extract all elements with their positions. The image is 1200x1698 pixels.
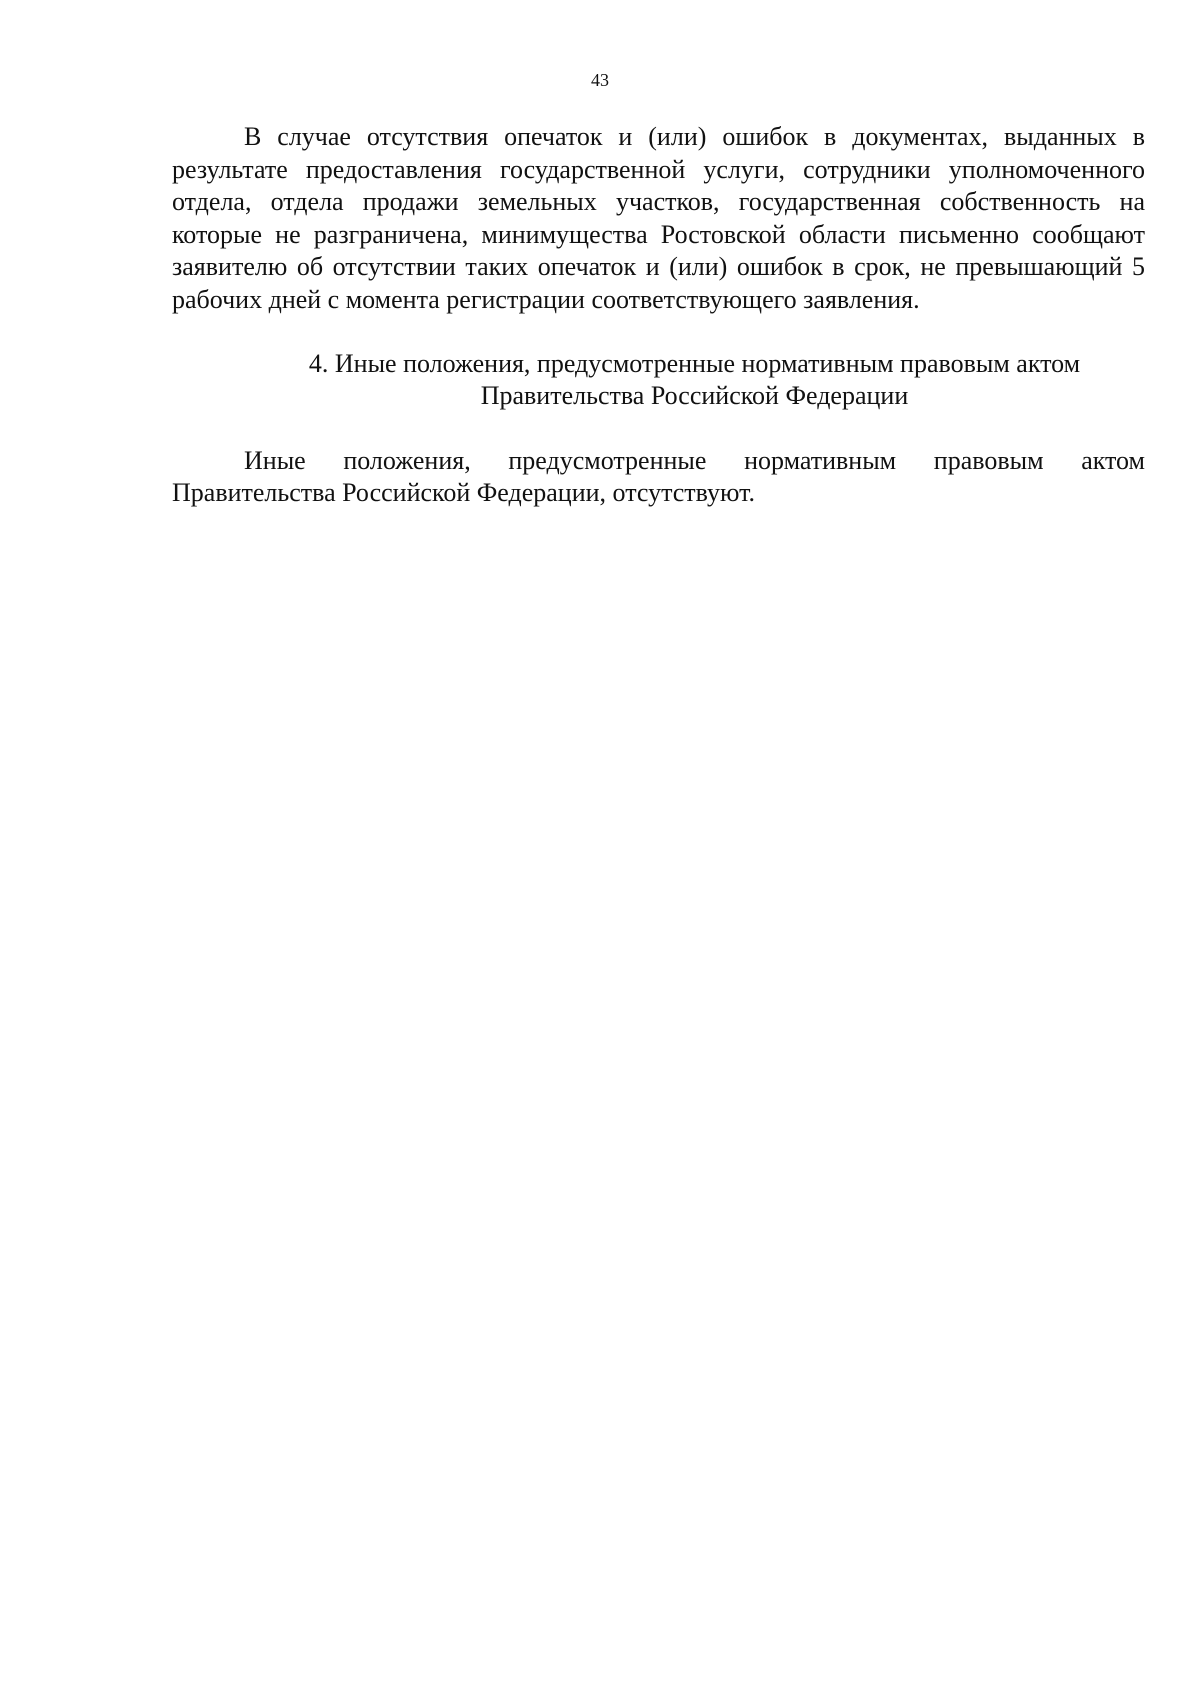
- paragraph-2-line-1: Иные положения, предусмотренные нормативным правовым актом: [244, 445, 1145, 475]
- paragraph-2-line-2: Правительства Российской Федерации, отсутствуют.: [172, 478, 756, 508]
- paragraph-1-line-5: письменно сообщают заявителю об отсутствии таких опечаток и (или) ошибок в: [172, 219, 1145, 282]
- paragraph-1-line-2: в результате предоставления государственной услуги, сотрудники: [172, 122, 1145, 184]
- paragraph-1-line-7: соответствующего заявления.: [591, 284, 920, 314]
- section-4-heading: [172, 348, 1145, 413]
- paragraph-typo-absence: [172, 121, 1145, 317]
- section-4-title-line-1: 4. Иные положения, предусмотренные нормативным правовым актом: [308, 348, 1081, 378]
- paragraph-1-line-1: В случае отсутствия опечаток и (или) ошибок в документах, выданных: [244, 122, 1117, 151]
- page-number: 43: [591, 70, 609, 90]
- section-4-title-line-2: Правительства Российской Федерации: [480, 381, 909, 411]
- paragraph-1-line-3: уполномоченного отдела, отдела продажи земельных участков, государственная: [172, 154, 1146, 217]
- paragraph-1-line-4: собственность на которые не разграничена, минимущества Ростовской области: [172, 187, 1146, 249]
- document-body: [172, 121, 1145, 510]
- paragraph-other-provisions: [172, 445, 1145, 510]
- paragraph-1-line-6: срок, не превышающий 5 рабочих дней с момента регистрации: [172, 252, 1145, 314]
